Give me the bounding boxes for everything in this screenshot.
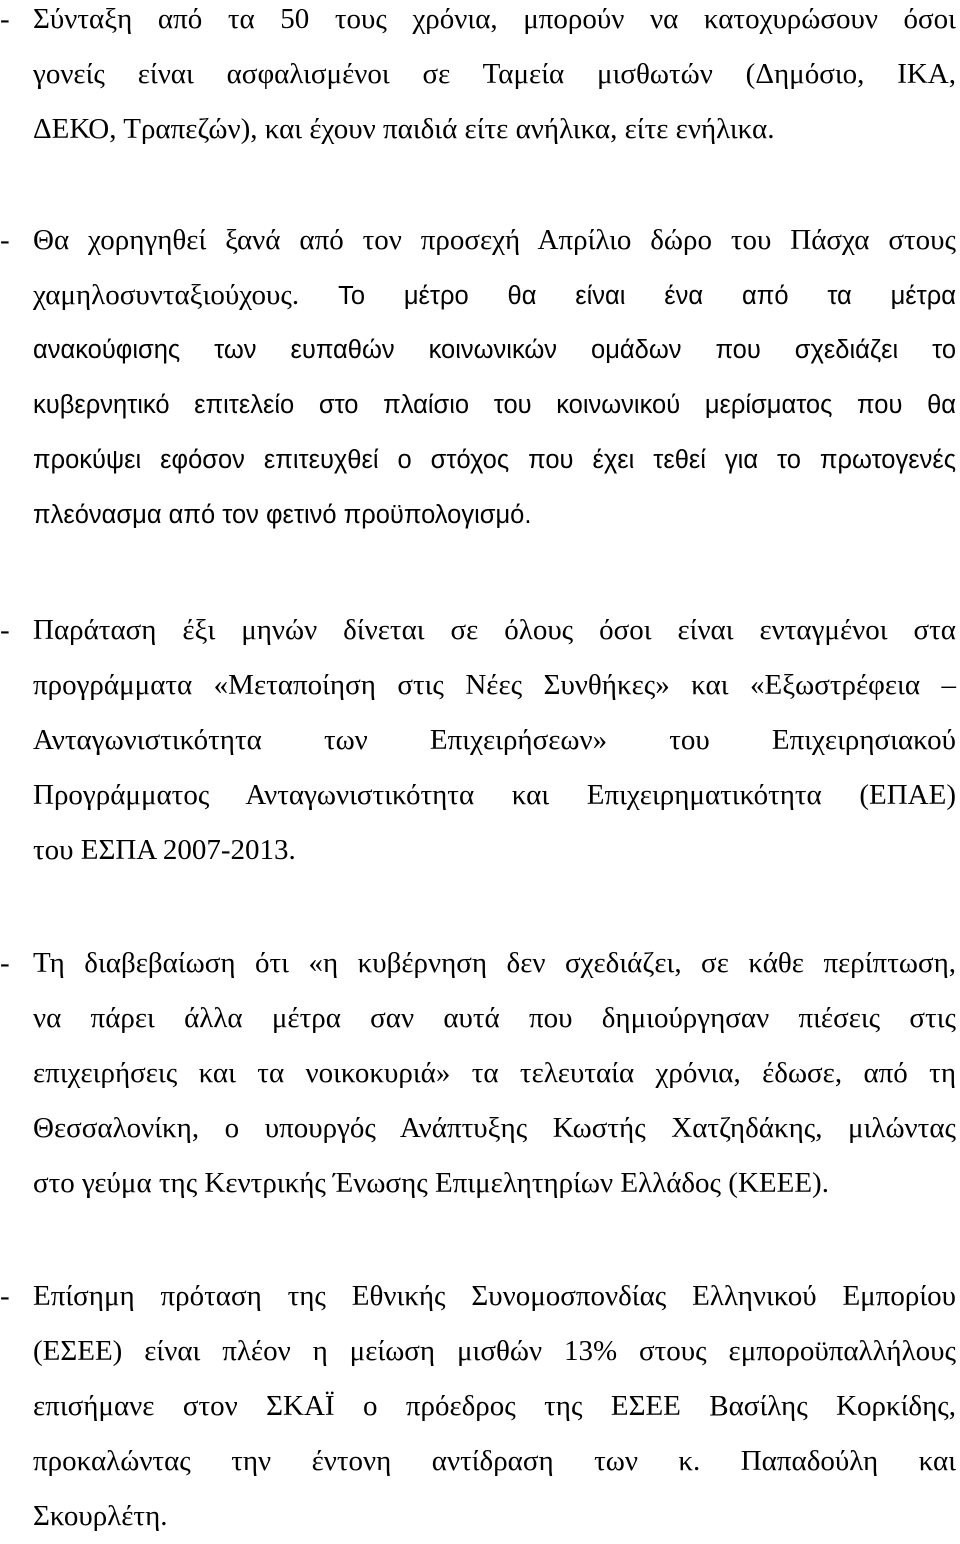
bullet-item-4 [0, 936, 956, 1211]
bullet-item-5 [0, 1269, 956, 1544]
text-line: Θεσσαλονίκη, ο υπουργός Ανάπτυξης Κωστής Χατζηδάκης, μιλώντας [33, 1112, 956, 1144]
bullet-dash: - [0, 614, 10, 646]
text-line: Τη διαβεβαίωση ότι «η κυβέρνηση δεν σχεδιάζει, σε κάθε περίπτωση, [33, 947, 956, 979]
bullet-dash: - [0, 1280, 10, 1312]
text-line: Σκουρλέτη. [33, 1500, 168, 1532]
text-line: πλεόνασμα από τον φετινό προϋπολογισμό. [33, 501, 532, 529]
bullet-dash: - [0, 224, 10, 256]
text-line: γονείς είναι ασφαλισμένοι σε Ταμεία μισθωτών (Δημόσιο, ΙΚΑ, [33, 58, 956, 90]
text-line: Επίσημη πρόταση της Εθνικής Συνομοσπονδίας Ελληνικού Εμπορίου [33, 1280, 956, 1312]
text-line: προκαλώντας την έντονη αντίδραση των κ. Παπαδούλη και [33, 1445, 956, 1477]
text-line: προκύψει εφόσον επιτευχθεί ο στόχος που έχει τεθεί για το πρωτογενές [33, 446, 956, 474]
text-line: να πάρει άλλα μέτρα σαν αυτά που δημιούργησαν πιέσεις στις [33, 1002, 956, 1034]
text-line: Παράταση έξι μηνών δίνεται σε όλους όσοι είναι ενταγμένοι στα [33, 614, 956, 646]
text-line: προγράμματα «Μεταποίηση στις Νέες Συνθήκες» και «Εξωστρέφεια – [33, 669, 956, 701]
text-fragment: χαμηλοσυνταξιούχους. [33, 279, 300, 311]
text-fragment-sans: Το μέτρο θα είναι ένα από τα μέτρα [338, 282, 956, 310]
text-line: του ΕΣΠΑ 2007-2013. [33, 834, 296, 866]
text-line: κυβερνητικό επιτελείο στο πλαίσιο του κοινωνικού μερίσματος που θα [33, 391, 956, 419]
text-line: ΔΕΚΟ, Τραπεζών), και έχουν παιδιά είτε ανήλικα, είτε ενήλικα. [33, 113, 775, 145]
text-line: Θα χορηγηθεί ξανά από τον προσεχή Απρίλιο δώρο του Πάσχα στους [33, 224, 956, 256]
bullet-dash: - [0, 3, 10, 35]
bullet-item-1 [0, 0, 956, 157]
text-line: (ΕΣΕΕ) είναι πλέον η μείωση μισθών 13% στους εμποροϋπαλλήλους [33, 1335, 956, 1367]
text-line: Προγράμματος Ανταγωνιστικότητα και Επιχειρηματικότητα (ΕΠΑΕ) [33, 779, 956, 811]
bullet-dash: - [0, 947, 10, 979]
text-line: επιχειρήσεις και τα νοικοκυριά» τα τελευταία χρόνια, έδωσε, από τη [33, 1057, 956, 1089]
text-line-mixed [0, 268, 956, 323]
text-line: επισήμανε στον ΣΚΑΪ ο πρόεδρος της ΕΣΕΕ Βασίλης Κορκίδης, [33, 1390, 956, 1422]
text-line: στο γεύμα της Κεντρικής Ένωσης Επιμελητηρίων Ελλάδος (ΚΕΕΕ). [33, 1167, 829, 1199]
text-line: ανακούφισης των ευπαθών κοινωνικών ομάδων που σχεδιάζει το [33, 336, 956, 364]
bullet-item-3 [0, 603, 956, 878]
text-line: Ανταγωνιστικότητα των Επιχειρήσεων» του Επιχειρησιακού [33, 724, 956, 756]
bullet-item-2 [0, 213, 956, 543]
text-line: Σύνταξη από τα 50 τους χρόνια, μπορούν να κατοχυρώσουν όσοι [33, 3, 956, 35]
